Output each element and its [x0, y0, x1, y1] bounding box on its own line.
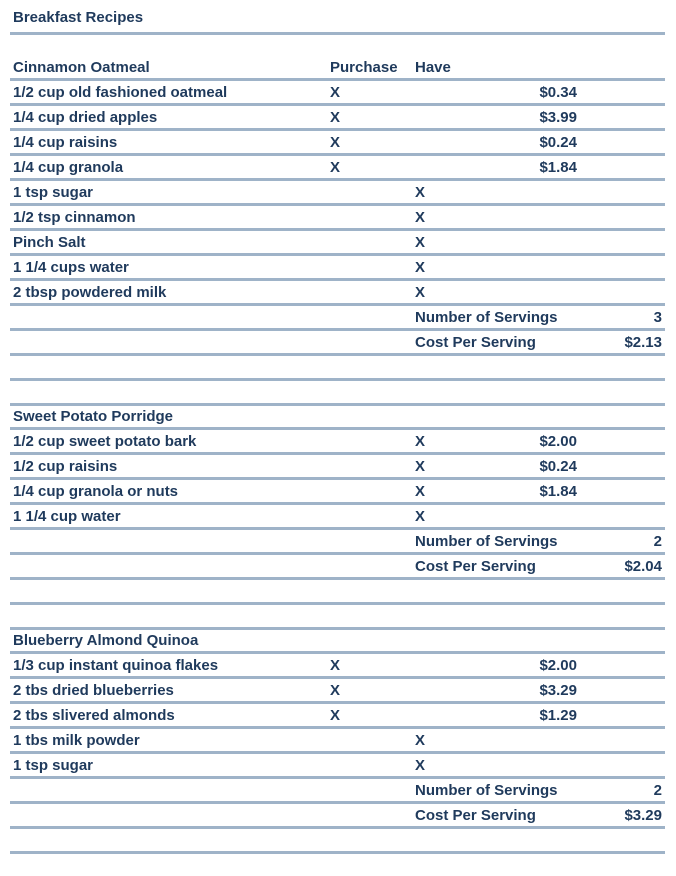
have-mark: X	[415, 259, 426, 276]
have-mark: X	[415, 284, 426, 301]
ingredient-price: $2.00	[539, 433, 577, 450]
ingredient-row	[10, 231, 665, 256]
recipe-header-row	[10, 405, 665, 430]
servings-row	[10, 306, 665, 331]
have-mark: X	[415, 209, 426, 226]
cost-value: $2.04	[624, 558, 662, 575]
cost-value: $3.29	[624, 807, 662, 824]
cost-value: $2.13	[624, 334, 662, 351]
recipe-header-row	[10, 629, 665, 654]
have-mark: X	[415, 757, 426, 774]
ingredient-price: $3.29	[539, 682, 577, 699]
ingredient-name: 1/4 cup granola or nuts	[13, 483, 179, 500]
ingredient-name: 2 tbs slivered almonds	[13, 707, 175, 724]
ingredient-name: 1 tbs milk powder	[13, 732, 140, 749]
ingredient-row	[10, 106, 665, 131]
ingredient-price: $2.00	[539, 657, 577, 674]
ingredient-price: $1.84	[539, 159, 577, 176]
servings-value: 3	[653, 309, 662, 326]
ingredient-row	[10, 281, 665, 306]
servings-label: Number of Servings	[415, 533, 558, 550]
purchase-column-header: Purchase	[330, 59, 398, 76]
recipe-name: Sweet Potato Porridge	[13, 408, 174, 425]
cost-row	[10, 555, 665, 580]
ingredient-row	[10, 206, 665, 231]
have-mark: X	[415, 732, 426, 749]
ingredient-row	[10, 729, 665, 754]
ingredient-price: $0.24	[539, 458, 577, 475]
recipe-name: Blueberry Almond Quinoa	[13, 632, 199, 649]
purchase-mark: X	[330, 159, 341, 176]
ingredient-row	[10, 505, 665, 530]
servings-label: Number of Servings	[415, 782, 558, 799]
purchase-mark: X	[330, 84, 341, 101]
ingredient-row	[10, 256, 665, 281]
ingredient-row	[10, 704, 665, 729]
cost-row	[10, 331, 665, 356]
purchase-mark: X	[330, 657, 341, 674]
have-mark: X	[415, 433, 426, 450]
ingredient-name: 1/3 cup instant quinoa flakes	[13, 657, 219, 674]
ingredient-row	[10, 679, 665, 704]
separator-row	[10, 10, 665, 35]
have-mark: X	[415, 234, 426, 251]
ingredient-name: 1/4 cup dried apples	[13, 109, 158, 126]
separator-row	[10, 381, 665, 406]
ingredient-name: Pinch Salt	[13, 234, 86, 251]
ingredient-name: 1/4 cup raisins	[13, 134, 118, 151]
ingredient-name: 2 tbs dried blueberries	[13, 682, 174, 699]
separator-row	[10, 580, 665, 605]
purchase-mark: X	[330, 682, 341, 699]
servings-value: 2	[653, 533, 662, 550]
page-title: Breakfast Recipes	[13, 9, 144, 26]
recipe-name: Cinnamon Oatmeal	[13, 59, 150, 76]
have-column-header: Have	[415, 59, 451, 76]
ingredient-row	[10, 754, 665, 779]
ingredient-price: $3.99	[539, 109, 577, 126]
cost-label: Cost Per Serving	[415, 807, 536, 824]
cost-label: Cost Per Serving	[415, 558, 536, 575]
ingredient-name: 1 1/4 cup water	[13, 508, 121, 525]
have-mark: X	[415, 458, 426, 475]
cost-label: Cost Per Serving	[415, 334, 536, 351]
separator-row	[10, 605, 665, 630]
servings-row	[10, 779, 665, 804]
ingredient-name: 1/2 cup sweet potato bark	[13, 433, 197, 450]
ingredient-row	[10, 430, 665, 455]
ingredient-row	[10, 156, 665, 181]
ingredient-row	[10, 81, 665, 106]
purchase-mark: X	[330, 707, 341, 724]
servings-value: 2	[653, 782, 662, 799]
ingredient-name: 1/4 cup granola	[13, 159, 124, 176]
ingredient-price: $0.24	[539, 134, 577, 151]
ingredient-row	[10, 654, 665, 679]
have-mark: X	[415, 184, 426, 201]
ingredient-name: 1/2 tsp cinnamon	[13, 209, 136, 226]
ingredient-price: $0.34	[539, 84, 577, 101]
purchase-mark: X	[330, 134, 341, 151]
servings-row	[10, 530, 665, 555]
recipe-header-row	[10, 56, 665, 81]
purchase-mark: X	[330, 109, 341, 126]
separator-row	[10, 829, 665, 854]
ingredient-name: 1 tsp sugar	[13, 757, 94, 774]
ingredient-name: 1 1/4 cups water	[13, 259, 129, 276]
ingredient-row	[10, 181, 665, 206]
ingredient-row	[10, 455, 665, 480]
ingredient-name: 2 tbsp powdered milk	[13, 284, 167, 301]
separator-row	[10, 356, 665, 381]
ingredient-name: 1 tsp sugar	[13, 184, 94, 201]
ingredient-row	[10, 480, 665, 505]
ingredient-name: 1/2 cup raisins	[13, 458, 118, 475]
cost-row	[10, 804, 665, 829]
ingredient-name: 1/2 cup old fashioned oatmeal	[13, 84, 228, 101]
have-mark: X	[415, 508, 426, 525]
ingredient-price: $1.84	[539, 483, 577, 500]
servings-label: Number of Servings	[415, 309, 558, 326]
have-mark: X	[415, 483, 426, 500]
ingredient-row	[10, 131, 665, 156]
ingredient-price: $1.29	[539, 707, 577, 724]
